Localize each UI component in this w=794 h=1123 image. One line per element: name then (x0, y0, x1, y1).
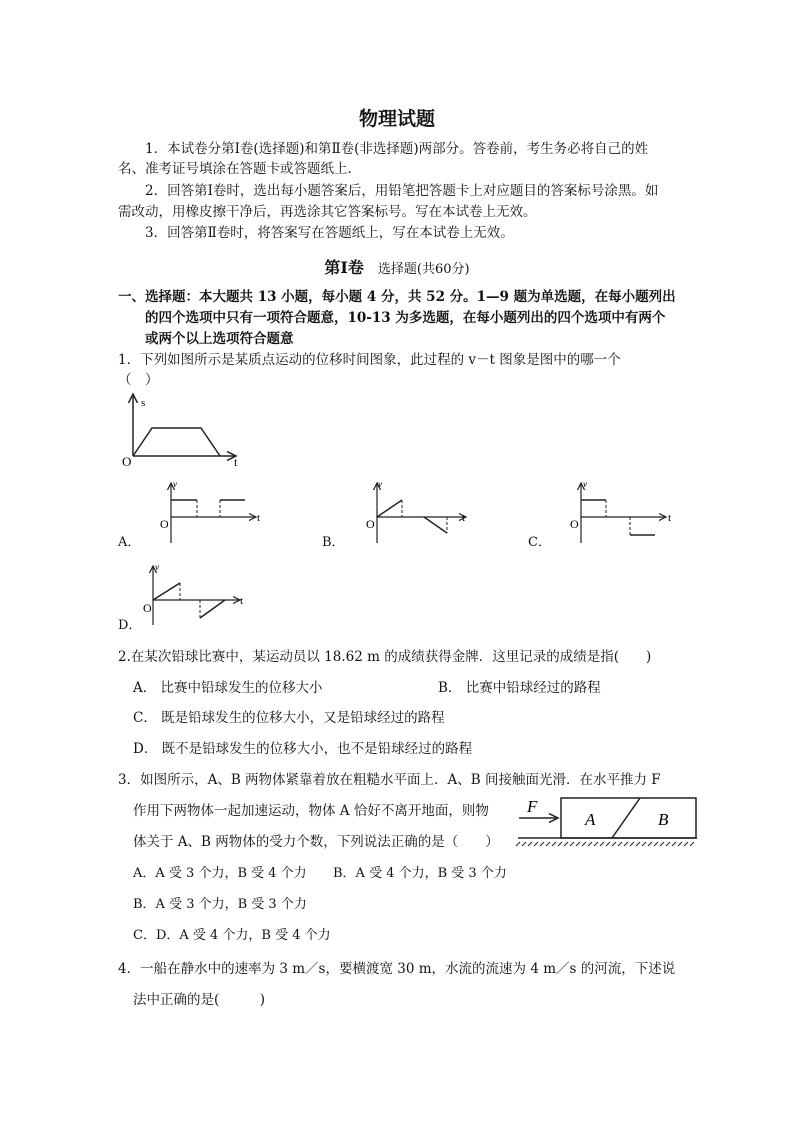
st-t-label: t (234, 455, 238, 469)
d-seg-1 (153, 583, 180, 600)
q1-option-d: D． (118, 618, 142, 633)
force-label: F (527, 797, 538, 816)
vt-graph-c (570, 479, 671, 543)
q3-option-cd: C．D．A 受 4 个力，B 受 4 个力 (133, 928, 331, 943)
section-name: 第Ⅰ卷 (324, 258, 364, 277)
q2-option-a: A． 比赛中铅球发生的位移大小 (133, 680, 323, 696)
instruction-1a: 1．本试卷分第Ⅰ卷(选择题)和第Ⅱ卷(非选择题)两部分。答卷前，考生务必将自己的姓 (145, 141, 649, 157)
st-origin-label: O (122, 454, 132, 469)
st-graph (122, 394, 238, 469)
q2-option-c: C． 既是铅球发生的位移大小，又是铅球经过的路程 (133, 710, 445, 726)
ab-interface (612, 798, 640, 838)
q2-option-b: B． 比赛中铅球经过的路程 (438, 680, 601, 696)
q1-option-c: C． (528, 535, 551, 550)
instruction-1b: 名、准考证号填涂在答题卡或答题纸上. (118, 161, 352, 177)
a-t-label: t (257, 512, 261, 524)
instruction-3: 3．回答第Ⅱ卷时，将答案写在答题纸上，写在本试卷上无效。 (145, 225, 514, 241)
d-t-label: t (240, 595, 244, 607)
q1-blank: （ ） (118, 372, 159, 388)
b-origin-label: O (366, 517, 375, 531)
block-b-label: B (658, 810, 669, 829)
q3-line-1: 3．如图所示，A、B 两物体紧靠着放在粗糙水平面上．A、B 间接触面光滑．在水平推力 F (118, 772, 661, 788)
ground-hatching (516, 842, 694, 846)
b-v-label: v (378, 479, 382, 489)
q2-option-d: D． 既不是铅球发生的位移大小，也不是铅球经过的路程 (133, 741, 473, 757)
q2-stem: 2.在某次铅球比赛中，某运动员以 18.62 m 的成绩获得金牌．这里记录的成绩是指( ) (118, 649, 652, 665)
blocks-outline (561, 798, 696, 838)
c-v-label: v (583, 479, 587, 489)
q3-option-a: A．A 受 3 个力，B 受 4 个力 (133, 866, 307, 881)
q3-option-b: B．A 受 4 个力，B 受 3 个力 (333, 866, 507, 881)
q3-line-2: 作用下两物体一起加速运动，物体 A 恰好不离开地面，则物 (133, 803, 489, 819)
q1-option-a: A． (118, 535, 141, 550)
block-a-label: A (585, 810, 596, 829)
vt-graph-a (160, 479, 260, 543)
q4-line-2: 法中正确的是( ) (133, 992, 266, 1008)
b-seg-2 (424, 517, 447, 533)
page-title: 物理试题 (358, 108, 435, 130)
part-one-line-1: 一、选择题：本大题共 13 小题，每小题 4 分，共 52 分。1—9 题为单选题，在每小题列出 (118, 289, 676, 305)
q3-figure (516, 797, 697, 846)
q4-line-1: 4．一船在静水中的速率为 3 m／s，要横渡宽 30 m，水流的流速为 4 m／s 的河流，下述说 (118, 961, 676, 977)
q1-option-b: B． (322, 535, 345, 550)
a-origin-label: O (160, 517, 169, 531)
vt-graph-d (143, 562, 243, 625)
part-one-line-2: 的四个选项中只有一项符合题意，10-13 为多选题，在每小题列出的四个选项中有两个 (145, 310, 666, 326)
b-t-label: t (462, 512, 466, 524)
c-origin-label: O (570, 517, 579, 531)
part-one-line-3: 或两个以上选项符合题意 (145, 331, 294, 347)
d-seg-2 (200, 600, 225, 618)
q3-option-b-alt: B．A 受 3 个力，B 受 3 个力 (133, 897, 307, 912)
st-curve (133, 428, 220, 456)
section-desc: 选择题(共60分) (377, 262, 470, 277)
instruction-2b: 需改动，用橡皮擦干净后，再选涂其它答案标号。写在本试卷上无效。 (118, 204, 537, 220)
d-origin-label: O (143, 601, 152, 615)
q3-line-3: 体关于 A、B 两物体的受力个数，下列说法正确的是（ ） (133, 834, 499, 850)
st-s-label: s (141, 397, 146, 409)
vt-graph-b (366, 479, 466, 543)
instruction-2a: 2．回答第Ⅰ卷时，选出每小题答案后，用铅笔把答题卡上对应题目的答案标号涂黑。如 (145, 183, 659, 199)
c-t-label: t (668, 512, 672, 524)
d-v-label: v (155, 562, 159, 572)
a-v-label: v (173, 479, 177, 489)
b-seg-1 (377, 500, 402, 517)
q1-stem: 1．下列如图所示是某质点运动的位移时间图象，此过程的 v－t 图象是图中的哪一个 (118, 352, 621, 368)
